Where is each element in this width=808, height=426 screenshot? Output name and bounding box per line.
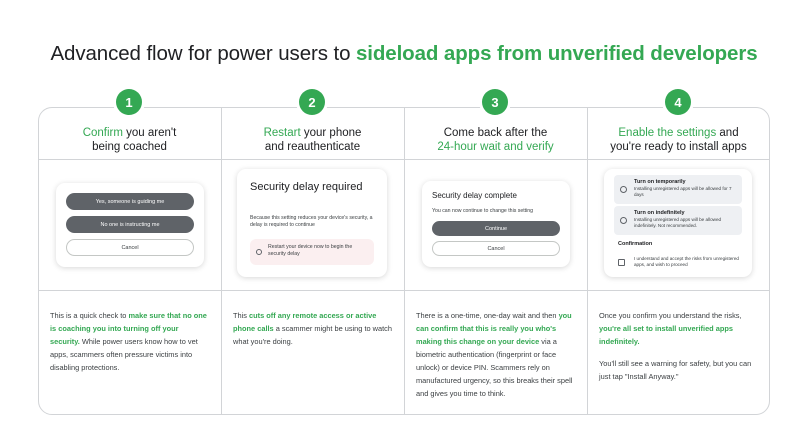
yes-guided-button[interactable]: Yes, someone is guiding me [66,193,194,210]
security-delay-dialog [237,169,387,277]
dialog-body: You can now continue to change this setting [432,208,534,214]
step-number-badge-3: 3 [482,89,508,115]
restart-notice [250,239,374,265]
step-description-1: This is a quick check to make sure that no one is coaching you into turning off your security. While power users know how to vet apps, scammers often pressure victims into disabling protections. [50,311,207,372]
continue-button[interactable]: Continue [432,221,560,236]
step-number-badge-2: 2 [299,89,325,115]
step-description-3: There is a one-time, one-day wait and then you can confirm that this is really you who's making this change on your device via a biometric authentication (fingerprint or face unlock) or device PIN. Scammers rely on manufactured urgency, so this breaks their spell and gives you time to think. [416,311,573,398]
dialog-title: Security delay required [250,181,363,193]
enable-settings-dialog [604,169,752,277]
install-anyway-note: You'll still see a warning for safety, but you can just tap "Install Anyway." [599,359,752,381]
step-heading-4: Enable the settings and you're ready to install apps [610,127,747,153]
checkbox-text: I understand and accept the risks from unregistered apps, and wish to proceed [634,256,739,267]
step-number-badge-4: 4 [665,89,691,115]
step-heading-2: Restart your phone and reauthenticate [263,127,362,153]
coaching-check-dialog [56,183,204,267]
no-instruction-button[interactable]: No one is instructing me [66,216,194,233]
step-heading-3: Come back after the 24-hour wait and verify [437,127,554,153]
confirmation-label: Confirmation [618,241,653,247]
cancel-button[interactable]: Cancel [66,239,194,256]
radio-icon[interactable] [620,186,627,193]
delay-complete-dialog [422,181,570,267]
step-heading-1: Confirm you aren't being coached [82,127,177,153]
dialog-title: Security delay complete [432,191,517,200]
title-prefix: Advanced flow for power users to [50,42,356,65]
option-indefinite[interactable]: Turn on indefinitely Installing unregistered apps will be allowed indefinitely. Not recommended. [614,206,742,235]
page-title [0,42,808,66]
dialog-body: Because this setting reduces your device's security, a delay is required to continue [250,215,373,228]
step-description-4: Once you confirm you understand the risks, you're all set to install unverified apps indefinitely. You'll still see a warning for safety, but you can just tap "Install Anyway." [599,309,761,383]
step-description-2: This cuts off any remote access or active phone calls a scammer might be using to watch what you're doing. [233,311,392,346]
accept-risk-checkbox[interactable] [618,259,625,266]
title-highlight: sideload apps from unverified developers [355,42,758,65]
restart-icon [256,249,262,255]
option-temporary[interactable]: Turn on temporarily Installing unregistered apps will be allowed for 7 days [614,175,742,204]
cancel-button[interactable]: Cancel [432,241,560,256]
restart-notice-text: Restart your device now to begin the security delay [268,244,353,257]
step-number-badge-1: 1 [116,89,142,115]
radio-icon[interactable] [620,217,627,224]
